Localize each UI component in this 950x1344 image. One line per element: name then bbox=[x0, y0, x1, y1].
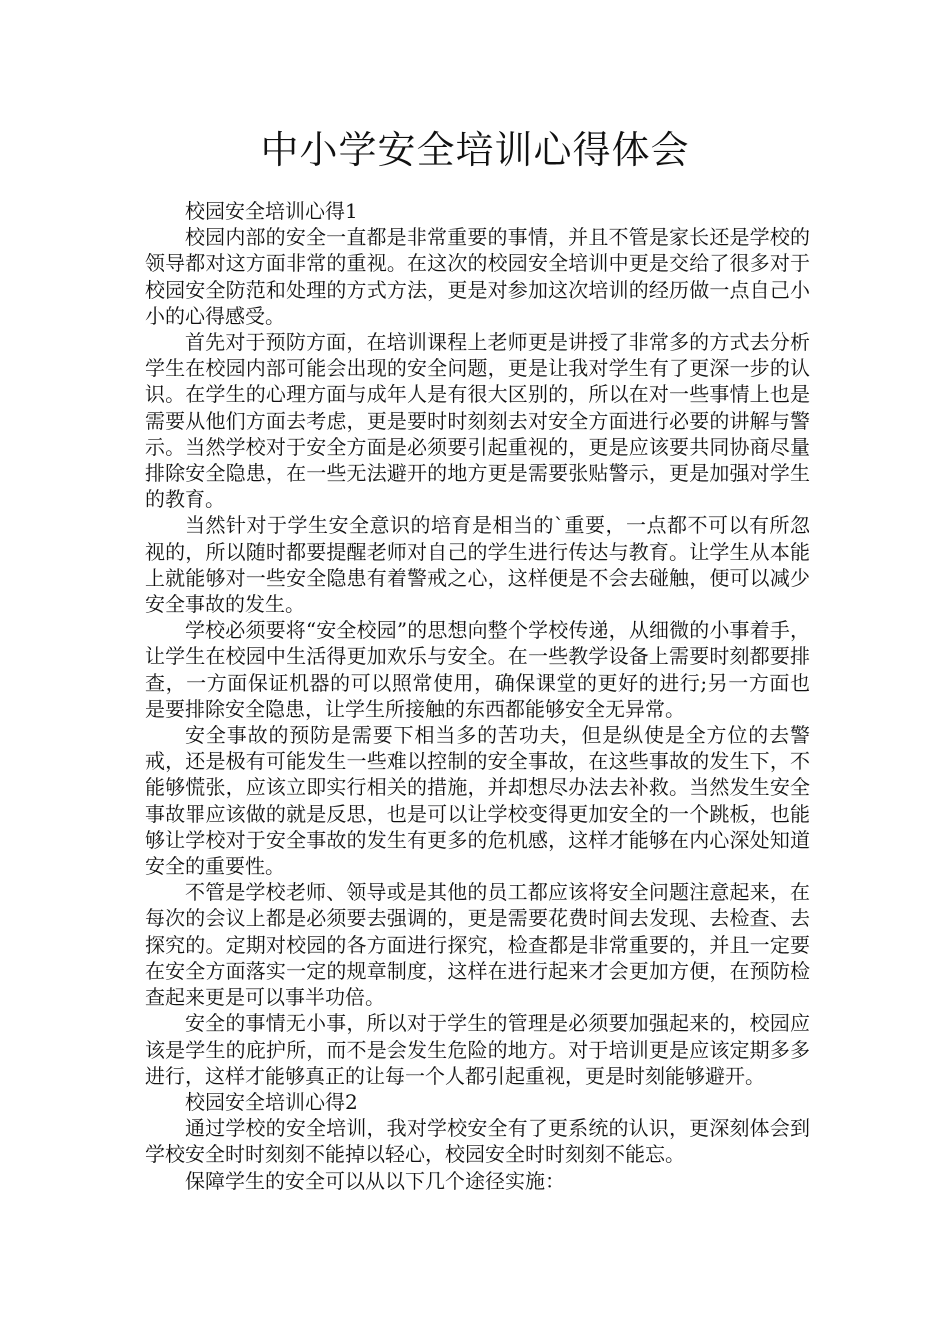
paragraph: 安全的事情无小事，所以对于学生的管理是必须要加强起来的，校园应该是学生的庇护所，而不是会发生危险的地方。对于培训更是应该定期多多进行，这样才能够真正的让每一个人都引起重视，更是时刻能够避开。 bbox=[145, 1011, 810, 1088]
section-heading: 校园安全培训心得2 bbox=[185, 1089, 358, 1114]
paragraph: 首先对于预防方面，在培训课程上老师更是讲授了非常多的方式去分析学生在校园内部可能会出现的安全问题，更是让我对学生有了更深一步的认识。在学生的心理方面与成年人是有很大区别的，所以在对一些事情上也是需要从他们方面去考虑，更是要时时刻刻去对安全方面进行必要的讲解与警示。当然学校对于安全方面是必须要引起重视的，更是应该要共同协商尽量排除安全隐患，在一些无法避开的地方更是需要张贴警示，更是加强对学生的教育。 bbox=[145, 330, 810, 512]
document-body bbox=[145, 198, 810, 1194]
paragraph: 通过学校的安全培训，我对学校安全有了更系统的认识，更深刻体会到学校安全时时刻刻不能掉以轻心，校园安全时时刻刻不能忘。 bbox=[145, 1116, 810, 1167]
paragraph: 保障学生的安全可以从以下几个途径实施： bbox=[185, 1168, 565, 1193]
section-heading: 校园安全培训心得1 bbox=[185, 199, 358, 223]
paragraph: 校园内部的安全一直都是非常重要的事情，并且不管是家长还是学校的领导都对这方面非常的重视。在这次的校园安全培训中更是交给了很多对于校园安全防范和处理的方式方法，更是对参加这次培训的经历做一点自己小小的心得感受。 bbox=[145, 225, 810, 328]
paragraph: 当然针对于学生安全意识的培育是相当的`重要，一点都不可以有所忽视的，所以随时都要提醒老师对自己的学生进行传达与教育。让学生从本能上就能够对一些安全隐患有着警戒之心，这样便是不会去碰触，便可以减少安全事故的发生。 bbox=[145, 513, 810, 617]
paragraph: 安全事故的预防是需要下相当多的苦功夫，但是纵使是全方位的去警戒，还是极有可能发生一些难以控制的安全事故，在这些事故的发生下，不能够慌张，应该立即实行相关的措施，并却想尽办法去补救。当然发生安全事故罪应该做的就是反思，也是可以让学校变得更加安全的一个跳板，也能够让学校对于安全事故的发生有更多的危机感，这样才能够在内心深处知道安全的重要性。 bbox=[145, 723, 810, 879]
paragraph: 不管是学校老师、领导或是其他的员工都应该将安全问题注意起来，在每次的会议上都是必须要去强调的，更是需要花费时间去发现、去检查、去探究的。定期对校园的各方面进行探究，检查都是非常重要的，并且一定要在安全方面落实一定的规章制度，这样在进行起来才会更加方便，在预防检查起来更是可以事半功倍。 bbox=[145, 880, 810, 1010]
document-title: 中小学安全培训心得体会 bbox=[260, 128, 690, 172]
paragraph: 学校必须要将“安全校园”的思想向整个学校传递，从细微的小事着手，让学生在校园中生活得更加欢乐与安全。在一些教学设备上需要时刻都要排查，一方面保证机器的可以照常使用，确保课堂的更好的进行;另一方面也是要排除安全隐患，让学生所接触的东西都能够安全无异常。 bbox=[145, 618, 810, 721]
